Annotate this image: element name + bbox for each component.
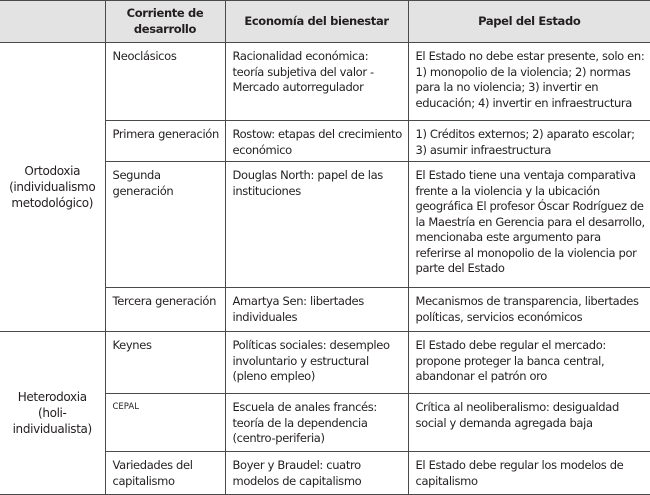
- papel-cell: El Estado debe regular los modelos de capitalismo: [408, 452, 650, 495]
- papel-cell: Mecanismos de transparencia, libertades políticas, servicios económicos: [408, 288, 650, 332]
- header-corriente: Corriente de desarrollo: [105, 1, 225, 43]
- economia-cell: Escuela de anales francés: teoría de la dependencia (centro-periferia): [225, 394, 408, 452]
- papel-cell: El Estado tiene una ventaja comparativa frente a la violencia y la ubicación geográfica El profesor Óscar Rodríguez de la Maestría en Gerencia para el desarrollo, mencionaba este argumento para referirse al monopolio de la violencia por parte del Estado: [408, 162, 650, 288]
- corriente-cell: Tercera generación: [105, 288, 225, 332]
- economia-cell: Rostow: etapas del crecimiento económico: [225, 121, 408, 162]
- economia-cell: Boyer y Braudel: cuatro modelos de capitalismo: [225, 452, 408, 495]
- papel-cell: El Estado no debe estar presente, solo en: 1) monopolio de la violencia; 2) normas para la no violencia; 3) invertir en educación; 4) invertir en infraestructura: [408, 43, 650, 121]
- corriente-cell: Neoclásicos: [105, 43, 225, 121]
- table-row: [0, 43, 650, 121]
- header-blank: [0, 1, 105, 43]
- header-papel: Papel del Estado: [408, 1, 650, 43]
- group-ortodoxia: Ortodoxia (individualismo metodológico): [0, 43, 105, 332]
- papel-cell: El Estado debe regular el mercado: propone proteger la banca central, abandonar el patrón oro: [408, 332, 650, 394]
- economia-cell: Amartya Sen: libertades individuales: [225, 288, 408, 332]
- header-economia: Economía del bienestar: [225, 1, 408, 43]
- header-row: [0, 1, 650, 43]
- corriente-cell: Primera generación: [105, 121, 225, 162]
- group-heterodoxia: Heterodoxia (holi-individualista): [0, 332, 105, 495]
- corriente-cell: Keynes: [105, 332, 225, 394]
- papel-cell: Crítica al neoliberalismo: desigualdad social y demanda agregada baja: [408, 394, 650, 452]
- corriente-cell: Segunda generación: [105, 162, 225, 288]
- corriente-cell: Variedades del capitalismo: [105, 452, 225, 495]
- economia-cell: Racionalidad económica: teoría subjetiva del valor - Mercado autorregulador: [225, 43, 408, 121]
- papel-cell: 1) Créditos externos; 2) aparato escolar; 3) asumir infraestructura: [408, 121, 650, 162]
- economia-cell: Douglas North: papel de las instituciones: [225, 162, 408, 288]
- corriente-cell: CEPAL: [105, 394, 225, 452]
- economia-cell: Políticas sociales: desempleo involuntario y estructural (pleno empleo): [225, 332, 408, 394]
- table-row: [0, 332, 650, 394]
